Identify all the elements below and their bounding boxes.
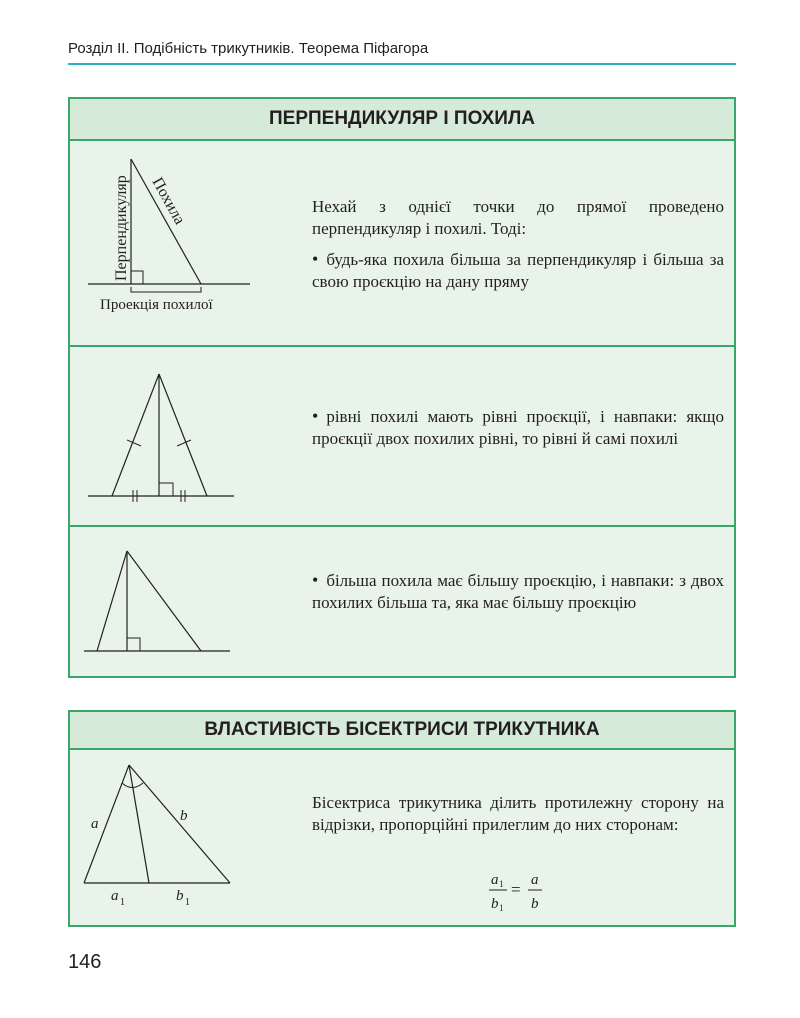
right-angle-mark [127,638,140,651]
projection-label: Проекція похилої [100,297,213,313]
equal-inclines-figure [70,347,310,525]
box1-title: ПЕРПЕНДИКУЛЯР І ПОХИЛА [70,99,734,141]
projection-bracket [131,287,201,292]
box2-title: ВЛАСТИВІСТЬ БІСЕКТРИСИ ТРИКУТНИКА [70,712,734,750]
long-incline [127,551,201,651]
bisector-formula [480,866,560,918]
right-angle-mark [131,271,143,284]
intro-text: Нехай з однієї точки до прямої проведено перпендикуляр і похилі. Тоді: [312,197,724,238]
label-b1-sub: 1 [185,897,190,908]
bisector-line [129,765,149,883]
right-angle-mark [159,483,173,496]
box2-section [70,750,734,925]
formula-den-right: b [531,896,539,912]
tick-right [177,440,191,446]
label-b: b [180,808,188,824]
formula-num-left-sub: 1 [499,879,504,889]
inclined-label: Похила [148,174,189,228]
box1-section-2 [70,347,734,527]
formula-num-left: a [491,872,499,888]
bullet-1: • будь-яка похила більша за перпендикуляр і більша за свою проєкцію на дану пряму [312,248,724,293]
side-b [129,765,230,883]
box1-text-1 [312,196,724,301]
perpendicular-inclined-box [68,97,736,678]
label-a1: a [111,888,119,904]
formula-den-left-sub: 1 [499,903,504,913]
bisector-statement: Бісектриса трикутника ділить протилежну сторону на відрізки, пропорційні прилеглим до них сторонам: [312,793,724,834]
header-rule [68,63,736,65]
formula-equals: = [511,880,521,899]
bullet-2: • рівні похилі мають рівні проєкції, і навпаки: якщо проєкції двох похилих рівні, то рівні й самі похилі [312,405,724,450]
label-a: a [91,816,99,832]
right-incline [159,374,207,496]
bullet-3: • більша похила має більшу проєкцію, і навпаки: з двох похилих більша та, яка має більшу проєкцію [312,569,724,614]
running-head: Розділ ІІ. Подібність трикутників. Теорема Піфагора [68,40,429,57]
box2-text [312,792,724,844]
box1-text-3 [312,569,724,622]
box1-section-3 [70,527,734,676]
bisector-figure [70,750,310,923]
box1-text-2 [312,405,724,458]
formula-den-left: b [491,896,499,912]
perpendicular-label: Перпендикуляр [113,175,130,281]
label-b1: b [176,888,184,904]
short-incline [97,551,127,651]
bisector-property-box [68,710,736,927]
box1-section-1 [70,141,734,347]
unequal-inclines-figure [70,527,310,676]
formula-num-right: a [531,872,539,888]
label-a1-sub: 1 [120,897,125,908]
left-incline [112,374,159,496]
tick-left [127,440,141,446]
page-number: 146 [68,951,102,973]
perpendicular-inclined-figure [70,141,310,345]
